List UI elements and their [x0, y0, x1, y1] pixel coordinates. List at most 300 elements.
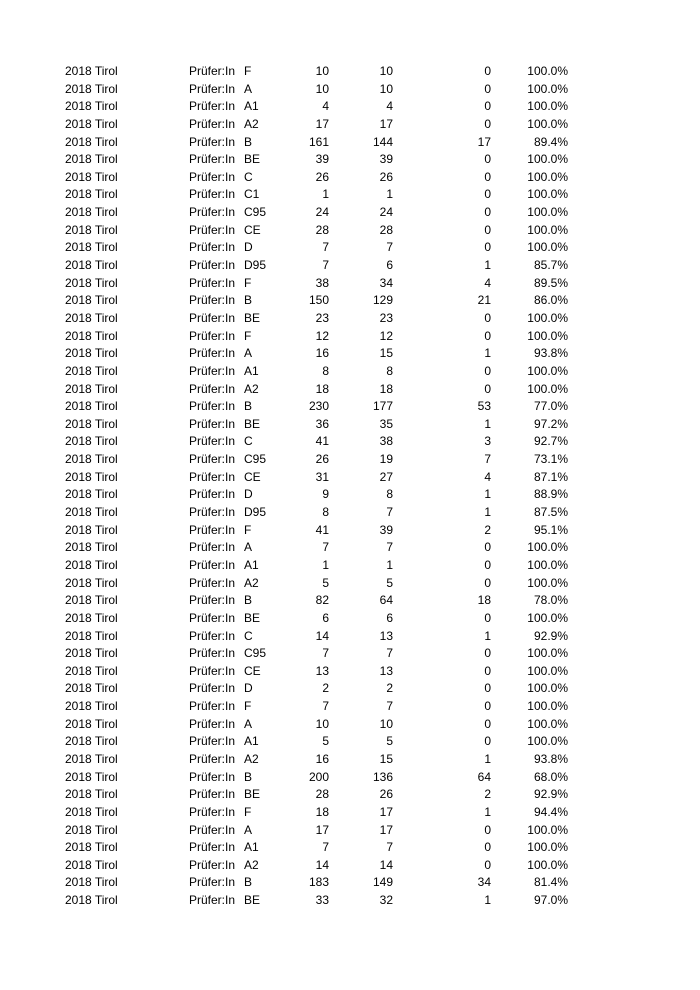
- cell-failed: 0: [484, 840, 491, 855]
- cell-role: Prüfer:In: [189, 205, 236, 220]
- cell-failed: 0: [484, 169, 491, 184]
- cell-total: 5: [322, 575, 329, 590]
- cell-passed: 177: [372, 399, 393, 414]
- cell-license-class: BE: [244, 610, 261, 625]
- cell-pass-rate: 81.4%: [533, 875, 568, 890]
- cell-role: Prüfer:In: [189, 81, 236, 96]
- cell-total: 6: [322, 610, 329, 625]
- cell-passed: 7: [386, 699, 393, 714]
- cell-role: Prüfer:In: [189, 469, 236, 484]
- table-row: [0, 628, 700, 646]
- cell-license-class: BE: [244, 893, 261, 908]
- cell-year-region: 2018 Tirol: [65, 822, 118, 837]
- cell-passed: 26: [379, 169, 393, 184]
- cell-failed: 0: [484, 64, 491, 78]
- cell-total: 8: [322, 505, 329, 520]
- cell-failed: 1: [484, 628, 491, 643]
- cell-failed: 3: [484, 434, 491, 449]
- table-row: [0, 804, 700, 822]
- cell-role: Prüfer:In: [189, 575, 236, 590]
- cell-pass-rate: 100.0%: [527, 857, 568, 872]
- cell-passed: 6: [386, 610, 393, 625]
- cell-total: 23: [315, 310, 329, 325]
- cell-license-class: A1: [244, 99, 259, 114]
- cell-failed: 0: [484, 646, 491, 661]
- table-row: [0, 698, 700, 716]
- cell-passed: 10: [379, 716, 393, 731]
- cell-license-class: C: [244, 628, 253, 643]
- cell-license-class: F: [244, 699, 252, 714]
- cell-role: Prüfer:In: [189, 857, 236, 872]
- cell-pass-rate: 100.0%: [527, 610, 568, 625]
- cell-year-region: 2018 Tirol: [65, 610, 118, 625]
- cell-license-class: D: [244, 681, 253, 696]
- cell-role: Prüfer:In: [189, 751, 236, 766]
- cell-role: Prüfer:In: [189, 840, 236, 855]
- cell-passed: 10: [379, 64, 393, 78]
- cell-passed: 26: [379, 787, 393, 802]
- cell-pass-rate: 100.0%: [527, 99, 568, 114]
- cell-role: Prüfer:In: [189, 169, 236, 184]
- cell-pass-rate: 78.0%: [533, 593, 568, 608]
- cell-role: Prüfer:In: [189, 593, 236, 608]
- cell-failed: 1: [484, 751, 491, 766]
- table-row: [0, 398, 700, 416]
- cell-year-region: 2018 Tirol: [65, 258, 118, 273]
- cell-year-region: 2018 Tirol: [65, 557, 118, 572]
- cell-year-region: 2018 Tirol: [65, 540, 118, 555]
- cell-failed: 0: [484, 240, 491, 255]
- cell-role: Prüfer:In: [189, 64, 236, 78]
- cell-year-region: 2018 Tirol: [65, 416, 118, 431]
- cell-passed: 2: [386, 681, 393, 696]
- cell-role: Prüfer:In: [189, 681, 236, 696]
- cell-pass-rate: 100.0%: [527, 169, 568, 184]
- cell-role: Prüfer:In: [189, 346, 236, 361]
- cell-total: 1: [322, 557, 329, 572]
- cell-role: Prüfer:In: [189, 557, 236, 572]
- cell-pass-rate: 93.8%: [533, 346, 568, 361]
- cell-passed: 28: [379, 222, 393, 237]
- cell-passed: 17: [379, 116, 393, 131]
- cell-year-region: 2018 Tirol: [65, 575, 118, 590]
- cell-year-region: 2018 Tirol: [65, 469, 118, 484]
- cell-pass-rate: 100.0%: [527, 64, 568, 78]
- cell-role: Prüfer:In: [189, 787, 236, 802]
- cell-pass-rate: 100.0%: [527, 187, 568, 202]
- cell-total: 10: [315, 716, 329, 731]
- cell-pass-rate: 95.1%: [533, 522, 568, 537]
- cell-role: Prüfer:In: [189, 240, 236, 255]
- cell-pass-rate: 100.0%: [527, 734, 568, 749]
- cell-failed: 0: [484, 205, 491, 220]
- cell-failed: 0: [484, 822, 491, 837]
- cell-role: Prüfer:In: [189, 310, 236, 325]
- cell-total: 41: [315, 522, 329, 537]
- cell-failed: 4: [484, 469, 491, 484]
- cell-passed: 15: [379, 346, 393, 361]
- table-row: [0, 486, 700, 504]
- cell-passed: 1: [386, 187, 393, 202]
- cell-license-class: B: [244, 875, 253, 890]
- cell-pass-rate: 92.7%: [533, 434, 568, 449]
- cell-license-class: A2: [244, 857, 259, 872]
- cell-failed: 1: [484, 487, 491, 502]
- cell-year-region: 2018 Tirol: [65, 769, 118, 784]
- cell-year-region: 2018 Tirol: [65, 804, 118, 819]
- cell-failed: 53: [477, 399, 491, 414]
- cell-total: 1: [322, 187, 329, 202]
- table-row: [0, 169, 700, 187]
- cell-license-class: B: [244, 293, 253, 308]
- cell-year-region: 2018 Tirol: [65, 399, 118, 414]
- cell-license-class: F: [244, 275, 252, 290]
- cell-role: Prüfer:In: [189, 734, 236, 749]
- cell-year-region: 2018 Tirol: [65, 787, 118, 802]
- cell-pass-rate: 97.0%: [533, 893, 568, 908]
- cell-license-class: A1: [244, 840, 259, 855]
- cell-role: Prüfer:In: [189, 363, 236, 378]
- table-row: [0, 416, 700, 434]
- cell-passed: 17: [379, 804, 393, 819]
- cell-total: 16: [315, 346, 329, 361]
- cell-role: Prüfer:In: [189, 152, 236, 167]
- cell-license-class: A1: [244, 734, 259, 749]
- table-row: [0, 857, 700, 875]
- cell-pass-rate: 92.9%: [533, 628, 568, 643]
- cell-total: 2: [322, 681, 329, 696]
- cell-failed: 1: [484, 258, 491, 273]
- cell-license-class: D95: [244, 258, 267, 273]
- cell-year-region: 2018 Tirol: [65, 328, 118, 343]
- cell-total: 10: [315, 81, 329, 96]
- cell-passed: 149: [372, 875, 393, 890]
- cell-pass-rate: 100.0%: [527, 116, 568, 131]
- table-row: [0, 363, 700, 381]
- cell-failed: 1: [484, 893, 491, 908]
- cell-license-class: A2: [244, 575, 259, 590]
- cell-passed: 1: [386, 557, 393, 572]
- table-row: [0, 222, 700, 240]
- cell-failed: 17: [477, 134, 491, 149]
- cell-failed: 1: [484, 416, 491, 431]
- cell-passed: 7: [386, 540, 393, 555]
- cell-pass-rate: 100.0%: [527, 822, 568, 837]
- cell-pass-rate: 100.0%: [527, 557, 568, 572]
- cell-passed: 39: [379, 152, 393, 167]
- cell-year-region: 2018 Tirol: [65, 699, 118, 714]
- cell-pass-rate: 100.0%: [527, 381, 568, 396]
- cell-passed: 8: [386, 363, 393, 378]
- cell-pass-rate: 100.0%: [527, 363, 568, 378]
- cell-license-class: CE: [244, 663, 261, 678]
- cell-year-region: 2018 Tirol: [65, 857, 118, 872]
- cell-failed: 1: [484, 804, 491, 819]
- cell-passed: 13: [379, 663, 393, 678]
- cell-passed: 35: [379, 416, 393, 431]
- table-row: [0, 275, 700, 293]
- cell-license-class: BE: [244, 310, 261, 325]
- cell-pass-rate: 77.0%: [533, 399, 568, 414]
- cell-license-class: D: [244, 487, 253, 502]
- cell-failed: 18: [477, 593, 491, 608]
- cell-license-class: C95: [244, 646, 267, 661]
- cell-pass-rate: 100.0%: [527, 575, 568, 590]
- cell-license-class: A1: [244, 557, 259, 572]
- cell-failed: 0: [484, 81, 491, 96]
- cell-license-class: C1: [244, 187, 260, 202]
- cell-license-class: CE: [244, 469, 261, 484]
- cell-pass-rate: 97.2%: [533, 416, 568, 431]
- cell-passed: 39: [379, 522, 393, 537]
- cell-passed: 7: [386, 505, 393, 520]
- cell-role: Prüfer:In: [189, 293, 236, 308]
- cell-license-class: A: [244, 540, 253, 555]
- cell-total: 183: [308, 875, 329, 890]
- cell-total: 17: [315, 116, 329, 131]
- table-row: [0, 716, 700, 734]
- table-row: [0, 469, 700, 487]
- cell-year-region: 2018 Tirol: [65, 64, 118, 78]
- cell-failed: 0: [484, 699, 491, 714]
- cell-year-region: 2018 Tirol: [65, 310, 118, 325]
- cell-role: Prüfer:In: [189, 522, 236, 537]
- table-row: [0, 592, 700, 610]
- cell-year-region: 2018 Tirol: [65, 134, 118, 149]
- cell-passed: 7: [386, 646, 393, 661]
- cell-failed: 0: [484, 610, 491, 625]
- cell-failed: 0: [484, 328, 491, 343]
- cell-year-region: 2018 Tirol: [65, 875, 118, 890]
- cell-total: 200: [308, 769, 329, 784]
- cell-passed: 14: [379, 857, 393, 872]
- table-row: [0, 504, 700, 522]
- cell-role: Prüfer:In: [189, 187, 236, 202]
- cell-role: Prüfer:In: [189, 134, 236, 149]
- cell-pass-rate: 89.5%: [533, 275, 568, 290]
- cell-role: Prüfer:In: [189, 893, 236, 908]
- cell-total: 9: [322, 487, 329, 502]
- cell-role: Prüfer:In: [189, 716, 236, 731]
- cell-passed: 7: [386, 240, 393, 255]
- cell-license-class: C: [244, 434, 253, 449]
- cell-year-region: 2018 Tirol: [65, 840, 118, 855]
- cell-license-class: A2: [244, 381, 259, 396]
- cell-failed: 0: [484, 222, 491, 237]
- cell-pass-rate: 94.4%: [533, 804, 568, 819]
- cell-year-region: 2018 Tirol: [65, 505, 118, 520]
- cell-license-class: D95: [244, 505, 267, 520]
- table-row: [0, 822, 700, 840]
- table-row: [0, 769, 700, 787]
- cell-total: 161: [308, 134, 329, 149]
- cell-pass-rate: 73.1%: [533, 452, 568, 467]
- cell-total: 39: [315, 152, 329, 167]
- cell-license-class: C95: [244, 452, 267, 467]
- cell-total: 7: [322, 840, 329, 855]
- cell-passed: 38: [379, 434, 393, 449]
- table-row: [0, 539, 700, 557]
- cell-role: Prüfer:In: [189, 381, 236, 396]
- cell-total: 24: [315, 205, 329, 220]
- cell-total: 31: [315, 469, 329, 484]
- cell-year-region: 2018 Tirol: [65, 434, 118, 449]
- cell-pass-rate: 100.0%: [527, 205, 568, 220]
- cell-year-region: 2018 Tirol: [65, 628, 118, 643]
- cell-pass-rate: 100.0%: [527, 840, 568, 855]
- cell-total: 7: [322, 258, 329, 273]
- cell-total: 26: [315, 169, 329, 184]
- cell-passed: 13: [379, 628, 393, 643]
- cell-pass-rate: 100.0%: [527, 81, 568, 96]
- table-row: [0, 575, 700, 593]
- cell-passed: 23: [379, 310, 393, 325]
- cell-license-class: A: [244, 822, 253, 837]
- cell-license-class: B: [244, 769, 253, 784]
- cell-total: 230: [308, 399, 329, 414]
- cell-total: 8: [322, 363, 329, 378]
- cell-passed: 17: [379, 822, 393, 837]
- table-row: [0, 63, 700, 81]
- cell-role: Prüfer:In: [189, 628, 236, 643]
- cell-total: 12: [315, 328, 329, 343]
- cell-role: Prüfer:In: [189, 769, 236, 784]
- cell-total: 16: [315, 751, 329, 766]
- cell-passed: 8: [386, 487, 393, 502]
- cell-failed: 1: [484, 505, 491, 520]
- table-row: [0, 557, 700, 575]
- cell-year-region: 2018 Tirol: [65, 81, 118, 96]
- cell-role: Prüfer:In: [189, 610, 236, 625]
- table-row: [0, 116, 700, 134]
- cell-pass-rate: 87.5%: [533, 505, 568, 520]
- cell-year-region: 2018 Tirol: [65, 187, 118, 202]
- cell-passed: 34: [379, 275, 393, 290]
- cell-year-region: 2018 Tirol: [65, 663, 118, 678]
- cell-passed: 32: [379, 893, 393, 908]
- cell-failed: 4: [484, 275, 491, 290]
- table-row: [0, 98, 700, 116]
- cell-role: Prüfer:In: [189, 804, 236, 819]
- cell-year-region: 2018 Tirol: [65, 734, 118, 749]
- cell-passed: 144: [372, 134, 393, 149]
- cell-passed: 5: [386, 734, 393, 749]
- table-row: [0, 522, 700, 540]
- cell-role: Prüfer:In: [189, 452, 236, 467]
- table-row: [0, 345, 700, 363]
- cell-passed: 24: [379, 205, 393, 220]
- cell-year-region: 2018 Tirol: [65, 381, 118, 396]
- cell-license-class: B: [244, 399, 253, 414]
- cell-year-region: 2018 Tirol: [65, 205, 118, 220]
- cell-license-class: A2: [244, 751, 259, 766]
- table-row: [0, 839, 700, 857]
- cell-passed: 18: [379, 381, 393, 396]
- cell-role: Prüfer:In: [189, 540, 236, 555]
- cell-total: 150: [308, 293, 329, 308]
- cell-year-region: 2018 Tirol: [65, 169, 118, 184]
- cell-role: Prüfer:In: [189, 116, 236, 131]
- table-row: [0, 292, 700, 310]
- cell-failed: 0: [484, 857, 491, 872]
- cell-year-region: 2018 Tirol: [65, 116, 118, 131]
- cell-year-region: 2018 Tirol: [65, 751, 118, 766]
- cell-pass-rate: 86.0%: [533, 293, 568, 308]
- cell-year-region: 2018 Tirol: [65, 593, 118, 608]
- table-row: [0, 239, 700, 257]
- cell-failed: 0: [484, 152, 491, 167]
- cell-total: 7: [322, 240, 329, 255]
- cell-failed: 0: [484, 716, 491, 731]
- cell-license-class: A2: [244, 116, 259, 131]
- table-row: [0, 81, 700, 99]
- cell-year-region: 2018 Tirol: [65, 716, 118, 731]
- cell-role: Prüfer:In: [189, 699, 236, 714]
- cell-pass-rate: 85.7%: [533, 258, 568, 273]
- cell-total: 7: [322, 646, 329, 661]
- table-row: [0, 680, 700, 698]
- cell-pass-rate: 87.1%: [533, 469, 568, 484]
- cell-role: Prüfer:In: [189, 399, 236, 414]
- cell-license-class: D: [244, 240, 253, 255]
- table-row: [0, 134, 700, 152]
- table-row: [0, 257, 700, 275]
- cell-failed: 0: [484, 734, 491, 749]
- cell-passed: 4: [386, 99, 393, 114]
- cell-passed: 64: [379, 593, 393, 608]
- table-row: [0, 786, 700, 804]
- cell-license-class: F: [244, 328, 252, 343]
- cell-failed: 0: [484, 310, 491, 325]
- cell-failed: 34: [477, 875, 491, 890]
- cell-total: 41: [315, 434, 329, 449]
- cell-license-class: A: [244, 81, 253, 96]
- cell-passed: 6: [386, 258, 393, 273]
- cell-failed: 64: [477, 769, 491, 784]
- cell-total: 38: [315, 275, 329, 290]
- cell-license-class: CE: [244, 222, 261, 237]
- cell-pass-rate: 68.0%: [533, 769, 568, 784]
- spreadsheet-table: [0, 63, 700, 910]
- cell-pass-rate: 100.0%: [527, 663, 568, 678]
- cell-failed: 0: [484, 116, 491, 131]
- cell-year-region: 2018 Tirol: [65, 646, 118, 661]
- table-row: [0, 874, 700, 892]
- cell-license-class: F: [244, 804, 252, 819]
- cell-license-class: F: [244, 522, 252, 537]
- cell-total: 28: [315, 787, 329, 802]
- table-row: [0, 186, 700, 204]
- cell-passed: 5: [386, 575, 393, 590]
- cell-total: 7: [322, 699, 329, 714]
- cell-passed: 15: [379, 751, 393, 766]
- table-row: [0, 892, 700, 910]
- cell-license-class: C: [244, 169, 253, 184]
- cell-total: 33: [315, 893, 329, 908]
- cell-license-class: A1: [244, 363, 259, 378]
- cell-year-region: 2018 Tirol: [65, 152, 118, 167]
- cell-license-class: BE: [244, 152, 261, 167]
- table-row: [0, 433, 700, 451]
- cell-year-region: 2018 Tirol: [65, 452, 118, 467]
- table-row: [0, 451, 700, 469]
- cell-total: 17: [315, 822, 329, 837]
- cell-total: 7: [322, 540, 329, 555]
- cell-total: 82: [315, 593, 329, 608]
- cell-year-region: 2018 Tirol: [65, 522, 118, 537]
- cell-pass-rate: 100.0%: [527, 152, 568, 167]
- cell-pass-rate: 100.0%: [527, 681, 568, 696]
